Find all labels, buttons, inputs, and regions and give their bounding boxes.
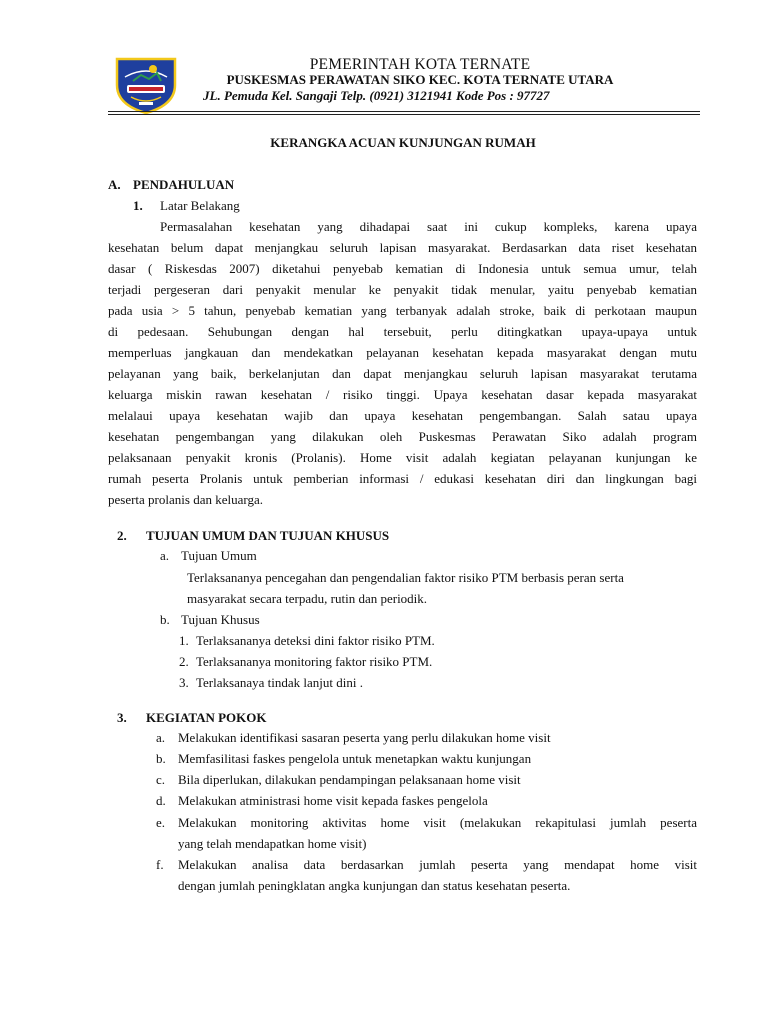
paragraph-line-last: peserta prolanis dan keluarga. [108, 492, 263, 507]
tujuan-khusus-item-number: 2. [179, 654, 189, 669]
kegiatan-item-label: a. [156, 730, 166, 745]
tujuan-khusus-item-text: Terlaksananya deteksi dini faktor risiko PTM. [196, 633, 435, 648]
tujuan-umum-label: a. [160, 548, 170, 563]
tujuan-khusus-title: Tujuan Khusus [181, 612, 260, 627]
header-divider-thin [108, 114, 700, 115]
section-3-title: KEGIATAN POKOK [146, 710, 267, 725]
section-2-title: TUJUAN UMUM DAN TUJUAN KHUSUS [146, 528, 390, 543]
kegiatan-item-label: c. [156, 772, 166, 787]
paragraph-line: dasar ( Riskesdas 2007) diketahui penyebab kematian di Indonesia untuk semua umur, telah [108, 261, 697, 276]
paragraph-line: terjadi pergeseran dari penyakit menular ke penyakit tidak menular, yaitu penyebab kematian [108, 282, 697, 297]
header-government-name: PEMERINTAH KOTA TERNATE [309, 56, 531, 73]
section-a-label: A. [108, 177, 121, 192]
header-address: JL. Pemuda Kel. Sangaji Telp. (0921) 3121941 Kode Pos : 97727 [203, 88, 550, 103]
document-title: KERANGKA ACUAN KUNJUNGAN RUMAH [270, 135, 536, 150]
tujuan-khusus-item-number: 3. [179, 675, 189, 690]
tujuan-khusus-label: b. [160, 612, 170, 627]
paragraph-line: melalaui upaya kesehatan wajib dan upaya kesehatan pengembangan. Salah satau upaya [108, 408, 697, 423]
subsection-1-number: 1. [133, 198, 143, 213]
header-divider-thick [108, 111, 700, 112]
kegiatan-item-label: f. [156, 857, 164, 872]
kegiatan-item-text: Memfasilitasi faskes pengelola untuk menetapkan waktu kunjungan [178, 751, 532, 766]
tujuan-umum-title: Tujuan Umum [181, 548, 257, 563]
tujuan-khusus-item-text: Terlaksanaya tindak lanjut dini . [196, 675, 363, 690]
city-emblem-logo [111, 55, 181, 115]
kegiatan-item-label: e. [156, 815, 166, 830]
tujuan-umum-text-line: Terlaksananya pencegahan dan pengendalian faktor risiko PTM berbasis peran serta [187, 570, 624, 585]
paragraph-line: rumah peserta Prolanis untuk pemberian informasi / edukasi kesehatan diri dan lingkungan bagi [108, 471, 697, 486]
tujuan-umum-text-line: masyarakat secara terpadu, rutin dan periodik. [187, 591, 428, 606]
paragraph-line: Permasalahan kesehatan yang dihadapai saat ini cukup kompleks, karena upaya [160, 219, 697, 234]
section-a-title: PENDAHULUAN [133, 177, 235, 192]
kegiatan-item-text: Melakukan analisa data berdasarkan jumlah peserta yang mendapat home visit [178, 857, 697, 872]
kegiatan-item-label: b. [156, 751, 166, 766]
kegiatan-item-text: Bila diperlukan, dilakukan pendampingan pelaksanaan home visit [178, 772, 521, 787]
paragraph-line: kesehatan pengembangan yang dilakukan oleh Puskesmas Perawatan Siko adalah program [108, 429, 697, 444]
paragraph-line: pelaksanaan penyakit kronis (Prolanis). Home visit adalah kegiatan pelayanan kunjungan ke [108, 450, 697, 465]
header-institution-name: PUSKESMAS PERAWATAN SIKO KEC. KOTA TERNATE UTARA [226, 72, 614, 87]
tujuan-khusus-item-text: Terlaksananya monitoring faktor risiko PTM. [196, 654, 433, 669]
paragraph-line: memperluas jangkauan dan mendekatkan pelayanan kesehatan kepada masyarakat dengan mutu [108, 345, 697, 360]
kegiatan-item-label: d. [156, 793, 166, 808]
section-3-number: 3. [117, 710, 127, 725]
kegiatan-item-text: Melakukan identifikasi sasaran peserta yang perlu dilakukan home visit [178, 730, 551, 745]
paragraph-line: kesehatan belum dapat menjangkau seluruh lapisan masyarakat. Berdasarkan data riset kesehatan [108, 240, 697, 255]
kegiatan-item-text: Melakukan monitoring aktivitas home visit (melakukan rekapitulasi jumlah peserta [178, 815, 697, 830]
paragraph-line: pada usia > 5 tahun, penyebab kematian yang terbanyak adalah stroke, baik di perkotaan maupun [108, 303, 697, 318]
kegiatan-item-text-cont: yang telah mendapatkan home visit) [178, 836, 367, 851]
paragraph-line: di pedesaan. Sehubungan dengan hal tersebuit, perlu ditingkatkan upaya-upaya untuk [108, 324, 697, 339]
section-2-number: 2. [117, 528, 127, 543]
kegiatan-item-text-cont: dengan jumlah peningklatan angka kunjungan dan status kesehatan peserta. [178, 878, 571, 893]
paragraph-line: pelayanan yang baik, berkelanjutan dan dapat menjangkau seluruh lapisan masyarakat terutama [108, 366, 697, 381]
tujuan-khusus-item-number: 1. [179, 633, 189, 648]
paragraph-line: keluarga miskin rawan kesehatan / risiko tinggi. Upaya kesehatan dasar kepada masyarakat [108, 387, 697, 402]
kegiatan-item-text: Melakukan atministrasi home visit kepada faskes pengelola [178, 793, 488, 808]
subsection-1-title: Latar Belakang [160, 198, 240, 213]
